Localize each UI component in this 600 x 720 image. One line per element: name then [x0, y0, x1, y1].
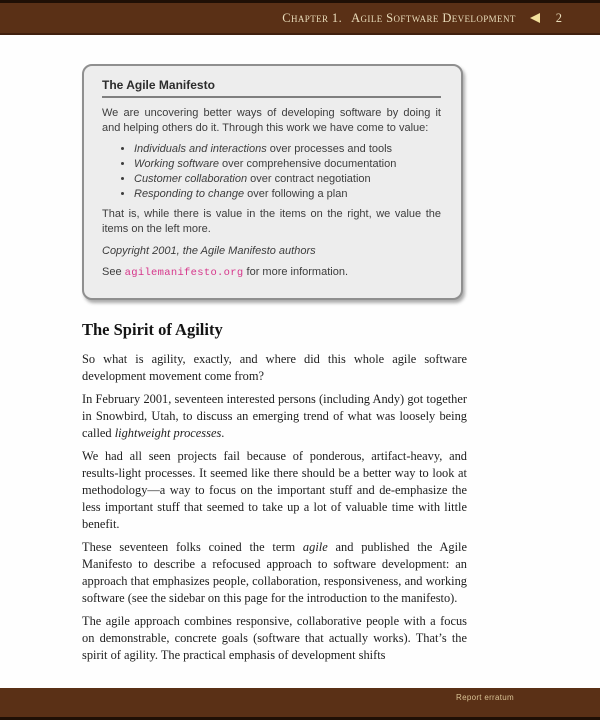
manifesto-value-item: [134, 157, 441, 172]
text-run: over following a plan: [244, 188, 348, 200]
chapter-label: Chapter 1.: [282, 10, 343, 25]
chapter-title: Agile Software Development: [351, 10, 516, 25]
text-run: over comprehensive documentation: [218, 158, 397, 170]
manifesto-see-line: [102, 265, 441, 281]
emphasized-text: Working software: [134, 158, 219, 170]
text-run: .: [221, 426, 225, 440]
text-run: See: [102, 266, 125, 278]
emphasized-text: Individuals and interactions: [134, 143, 267, 155]
manifesto-value-item: [134, 187, 441, 202]
page-body: [82, 320, 467, 670]
manifesto-intro: We are uncovering better ways of developing software by doing it and helping others do it. Through this work we have come to value:: [102, 107, 441, 134]
text-run: The agile approach combines responsive, collaborative people with a focus on demonstrable, concrete goals (software that actually works). That’s the spirit of agility. The practical emphasis of development shifts: [82, 614, 467, 662]
emphasized-text: Customer collaboration: [134, 173, 248, 185]
body-paragraph: [82, 539, 467, 607]
agilemanifesto-link[interactable]: agilemanifesto.org: [124, 267, 244, 279]
manifesto-value-item: [134, 142, 441, 157]
text-run: These seventeen folks coined the term: [82, 540, 303, 554]
emphasized-text: Responding to change: [134, 188, 245, 200]
text-run: over contract negotiation: [247, 173, 371, 185]
manifesto-values-list: [102, 142, 441, 202]
text-run: So what is agility, exactly, and where did this whole agile software development movement come from?: [82, 352, 467, 383]
manifesto-copyright: Copyright 2001, the Agile Manifesto authors: [102, 245, 316, 257]
page-footer: [0, 688, 600, 720]
text-run: for more information.: [243, 266, 349, 278]
section-paragraphs: [82, 351, 467, 664]
emphasized-text: agile: [302, 540, 328, 554]
text-run: In February 2001, seventeen interested persons (including Andy) got together in Snowbird, Utah, to discuss an emerging trend of what was loosely being called: [82, 392, 467, 440]
chapter-header: [0, 0, 600, 35]
back-triangle-icon[interactable]: [530, 13, 540, 23]
text-run: over processes and tools: [266, 143, 393, 155]
emphasized-text: lightweight processes: [114, 426, 222, 440]
manifesto-value-item: [134, 172, 441, 187]
body-paragraph: [82, 351, 467, 385]
body-paragraph: [82, 448, 467, 533]
body-paragraph: [82, 391, 467, 442]
text-run: and published the Agile Manifesto to describe a refocused approach to software development: an approach that emphasizes people, collaboration, responsiveness, and working software (see the sidebar on this page for the introduction to the manifesto).: [82, 540, 467, 605]
manifesto-title: The Agile Manifesto: [102, 78, 441, 98]
page-number: 2: [555, 10, 562, 25]
chapter-heading: [282, 11, 516, 26]
section-heading: The Spirit of Agility: [82, 320, 223, 339]
report-erratum-link[interactable]: Report erratum: [456, 693, 514, 702]
manifesto-note: That is, while there is value in the items on the right, we value the items on the left more.: [102, 208, 441, 235]
text-run: We had all seen projects fail because of ponderous, artifact-heavy, and results-light processes. It seemed like there should be a better way to look at methodology—a way to focus on the important stuff and de-emphasize the less important stuff that seemed to take up a lot of valuable time with little benefit.: [82, 449, 467, 531]
body-paragraph: [82, 613, 467, 664]
manifesto-sidebar-box: [82, 64, 463, 300]
